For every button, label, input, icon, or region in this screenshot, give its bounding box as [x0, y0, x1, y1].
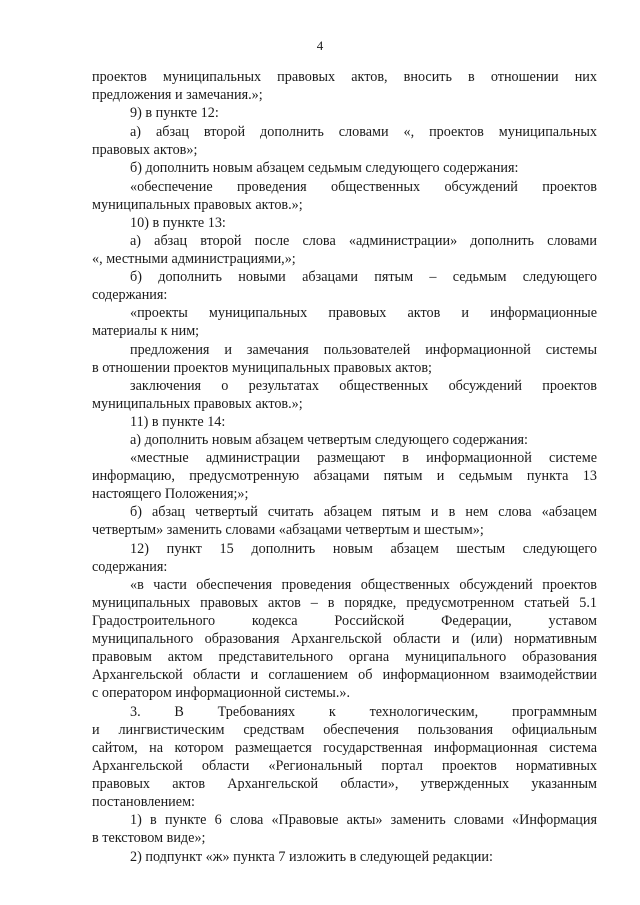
text-line: проектов муниципальных правовых актов, вносить в отношении них [92, 69, 597, 85]
text-line: 3. В Требованиях к технологическим, программным [130, 704, 597, 720]
text-line: информацию, предусмотренную абзацами пятым и седьмым пункта 13 [92, 468, 597, 484]
text-line: 10) в пункте 13: [130, 215, 226, 231]
text-line: в отношении проектов муниципальных правовых актов; [92, 360, 432, 376]
text-line: в текстовом виде»; [92, 830, 206, 846]
text-line: б) дополнить новым абзацем седьмым следующего содержания: [130, 160, 519, 176]
text-line: сайтом, на котором размещается государственная информационная система [92, 740, 597, 756]
text-line: предложения и замечания.»; [92, 87, 263, 103]
text-line: 1) в пункте 6 слова «Правовые акты» заменить словами «Информация [130, 812, 597, 828]
text-line: настоящего Положения;»; [92, 486, 249, 502]
text-line: б) дополнить новыми абзацами пятым – седьмым следующего [130, 269, 597, 285]
text-line: Архангельской области «Региональный портал проектов нормативных [92, 758, 597, 774]
text-line: постановлением: [92, 794, 195, 810]
text-line: муниципальных правовых актов.»; [92, 396, 303, 412]
text-line: а) абзац второй после слова «администрации» дополнить словами [130, 233, 597, 249]
text-line: с оператором информационной системы.». [92, 685, 351, 701]
text-line: 2) подпункт «ж» пункта 7 изложить в следующей редакции: [130, 849, 493, 865]
text-line: «, местными администрациями,»; [92, 251, 296, 267]
text-line: б) абзац четвертый считать абзацем пятым и в нем слова «абзацем [130, 504, 597, 520]
text-line: и лингвистическим средствам обеспечения пользования официальным [92, 722, 597, 738]
text-line: «местные администрации размещают в информационной системе [130, 450, 597, 466]
text-line: предложения и замечания пользователей информационной системы [130, 342, 597, 358]
text-line: 9) в пункте 12: [130, 105, 219, 121]
text-line: муниципальных правовых актов – в порядке, предусмотренном статьей 5.1 [92, 595, 597, 611]
text-line: «в части обеспечения проведения общественных обсуждений проектов [130, 577, 597, 593]
text-line: 12) пункт 15 дополнить новым абзацем шестым следующего [130, 541, 597, 557]
text-line: заключения о результатах общественных обсуждений проектов [130, 378, 597, 394]
text-line: а) абзац второй дополнить словами «, проектов муниципальных [130, 124, 597, 140]
text-line: правовых актов»; [92, 142, 198, 158]
text-line: «проекты муниципальных правовых актов и информационные [130, 305, 597, 321]
text-line: содержания: [92, 287, 168, 303]
text-line: муниципальных правовых актов.»; [92, 197, 303, 213]
text-line: «обеспечение проведения общественных обсуждений проектов [130, 179, 597, 195]
text-line: материалы к ним; [92, 323, 200, 339]
text-line: Архангельской области и соглашением об информационном взаимодействии [92, 667, 597, 683]
text-line: 11) в пункте 14: [130, 414, 226, 430]
text-line: муниципального образования Архангельской области и (или) нормативным [92, 631, 597, 647]
text-line: правовых актов Архангельской области», утвержденных указанным [92, 776, 597, 792]
text-line: правовым актом представительного органа муниципального образования [92, 649, 597, 665]
text-line: Градостроительного кодекса Российской Федерации, уставом [92, 613, 597, 629]
text-line: четвертым» заменить словами «абзацами четвертым и шестым»; [92, 522, 484, 538]
text-line: содержания: [92, 559, 168, 575]
page-number: 4 [316, 38, 324, 53]
text-line: а) дополнить новым абзацем четвертым следующего содержания: [130, 432, 528, 448]
